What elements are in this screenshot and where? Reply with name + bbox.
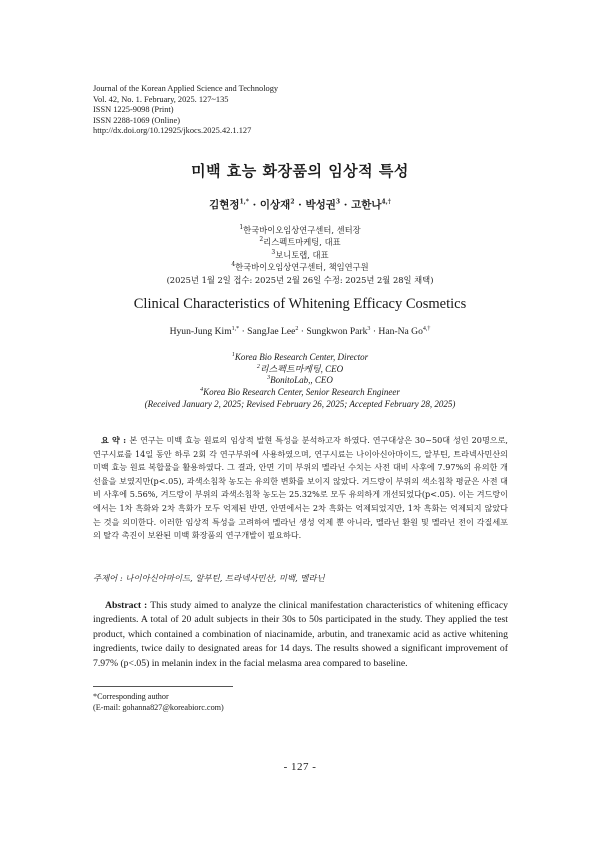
affil-mark: 1 [239, 224, 244, 232]
author-affil-mark: 4,† [381, 198, 391, 206]
author-affil-mark: 4,† [422, 325, 431, 332]
affil-mark: 4 [231, 261, 236, 269]
keywords-korean: 주제어 : 나이아신아마이드, 알부틴, 트라넥사민산, 미백, 멜라닌 [93, 573, 325, 583]
affiliation-text: 보니토랩, 대표 [275, 249, 329, 260]
author-affil-mark: 2 [290, 198, 295, 206]
footnote [93, 691, 224, 713]
affil-mark: 4 [200, 387, 204, 394]
abstract-korean [93, 434, 508, 543]
affiliation-line [0, 249, 600, 261]
author-separator: · [370, 326, 379, 337]
corresponding-author-email[interactable]: (E-mail: gohanna827@koreabiorc.com) [93, 703, 224, 713]
affiliation-line [0, 387, 600, 399]
corresponding-author-note: *Corresponding author [93, 692, 169, 701]
received-dates-korean: (2025년 1월 2일 접수: 2025년 2월 26일 수정: 2025년 2월 28일 채택) [166, 274, 434, 285]
author-separator: · [340, 199, 352, 211]
abstract-english [93, 599, 508, 671]
affiliation-line [0, 236, 600, 248]
author-separator: · [239, 326, 248, 337]
author-name: Han-Na Go [378, 326, 423, 337]
author-affil-mark: 1,* [239, 198, 249, 206]
author-list-english [0, 326, 600, 337]
author-name: Hyun-Jung Kim [169, 326, 232, 337]
abstract-english-text: This study aimed to analyze the clinical manifestation characteristics of whitening efficacy ingredients. A total of 20 adult subjects in their 30s to 50s participated in the study. They applied the test product, which contained a combination of niacinamide, arbutin, and tranexamic acid as active whitening ingredients, twice daily to designated areas for 14 days. The results showed a significant improvement of 7.97% (p<.05) in melanin index in the facial melasma area compared to baseline. [93, 600, 508, 669]
affiliation-line [0, 375, 600, 387]
author-separator: · [248, 199, 260, 211]
affiliation-text: Korea Bio Research Center, Director [234, 352, 369, 362]
affiliation-text: 한국바이오임상연구센터, 센터장 [243, 225, 361, 235]
received-dates-english: (Received January 2, 2025; Revised February 26, 2025; Accepted February 28, 2025) [144, 398, 456, 409]
affiliation-text: 한국바이오임상연구센터, 책임연구원 [235, 262, 369, 273]
abstract-korean-label: 요 약 : [101, 435, 130, 445]
affil-mark: 3 [271, 249, 276, 257]
author-name: 박성권 [305, 199, 336, 211]
author-separator: · [298, 326, 307, 337]
journal-volume: Vol. 42, No. 1. February, 2025. 127~135 [93, 94, 229, 104]
author-name: 김현정 [209, 199, 240, 211]
abstract-english-label: Abstract : [105, 600, 151, 611]
paper-title-english: Clinical Characteristics of Whitening Efficacy Cosmetics [133, 296, 467, 312]
affiliation-line [0, 364, 600, 376]
affiliation-line [0, 352, 600, 364]
abstract-korean-text: 본 연구는 미백 효능 원료의 임상적 발현 특성을 분석하고자 하였다. 연구대상은 30~50대 성인 20명으로, 연구시료를 14일 동안 하루 2회 각 연구부위에 사용하였으며, 연구시료는 나이아신아마이드, 알부틴, 트라넥사민산의 미백 효능 원료 복합물을 활용하였다. 그 결과, 안면 기미 부위의 멜라닌 수치는 사전 대비 사후에 7.97%의 유의한 개선율을 보였지만(p<.05), 과색소침착 농도는 유의한 변화를 보이지 않았다. 겨드랑이 부위의 색소침착 평균은 사전 대비 사후에 5.56%, 겨드랑이 부위의 과색소침착 농도는 25.32%로 모두 유의하게 개선되었다(p<.05). 이는 겨드랑이에서는 1차 흑화와 2차 흑화가 모두 억제된 반면, 안면에서는 2차 흑화는 억제되었지만, 1차 흑화는 억제되지 않았다는 것을 의미한다. 이러한 임상적 특성을 고려하여 멜라닌 생성 억제 뿐 아니라, 멜라닌 환원 및 멜라닌 전이 각질세포의 탈각 촉진이 보완된 미백 화장품의 연구개발이 필요하다. [93, 435, 508, 541]
affil-mark: 3 [267, 375, 271, 382]
affil-mark: 2 [259, 236, 264, 244]
affiliation-text: BonitoLab,, CEO [270, 375, 333, 386]
issn-online: ISSN 2288-1069 (Online) [93, 115, 181, 125]
author-affil-mark: 2 [295, 325, 299, 332]
author-name: 고한나 [351, 199, 382, 211]
paper-title-korean: 미백 효능 화장품의 임상적 특성 [191, 162, 409, 180]
affil-mark: 1 [231, 352, 235, 358]
author-list-korean [0, 197, 600, 212]
affil-mark: 2 [256, 363, 260, 370]
author-affil-mark: 3 [367, 325, 371, 332]
author-name: SangJae Lee [247, 326, 296, 337]
affiliation-text: 리스펙트마케팅, CEO [259, 363, 344, 374]
journal-info [93, 84, 278, 137]
affiliations-korean [0, 224, 600, 286]
author-affil-mark: 3 [335, 198, 341, 206]
issn-print: ISSN 1225-9098 (Print) [93, 105, 174, 115]
affiliation-text: 리스펙트마케팅, 대표 [263, 237, 341, 248]
affiliation-line [0, 224, 600, 236]
page-number: - 127 - [283, 761, 317, 773]
author-name: 이상재 [259, 199, 291, 211]
affiliation-line [0, 261, 600, 273]
author-name: Sungkwon Park [306, 326, 368, 337]
author-affil-mark: 1,* [231, 325, 240, 332]
footnote-rule [93, 686, 233, 687]
author-separator: · [294, 199, 306, 211]
journal-name: Journal of the Korean Applied Science and Technology [93, 84, 279, 93]
affiliation-text: Korea Bio Research Center, Senior Research Engineer [203, 387, 400, 398]
doi-link[interactable]: http://dx.doi.org/10.12925/jkocs.2025.42.1.127 [93, 126, 252, 136]
affiliations-english [0, 352, 600, 411]
